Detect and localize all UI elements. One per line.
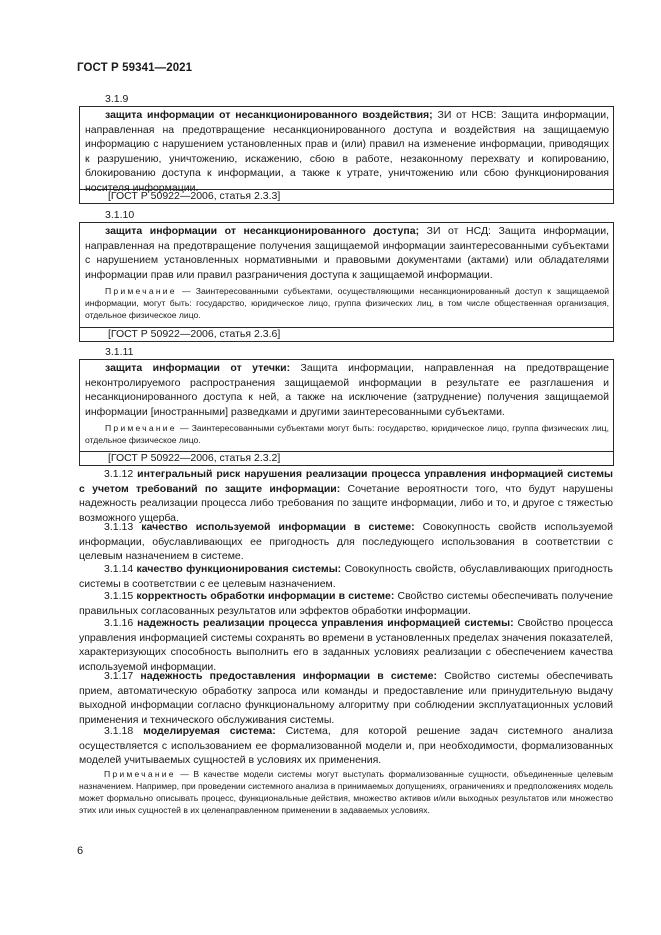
note-text: — Заинтересованными субъектами могут быть: государство, юридическое лицо, группа физических лиц, отдельное физическое лицо. xyxy=(85,423,609,445)
term-definition: ЗИ от НСВ: Защита информации, направленная на предотвращение несанкционированного доступа и воздействия на защищаемую информацию с нарушением установленных прав и (или) правил на изменение информации, приводящих к разрушению, уничтожению, искажению, сбою в работе, незаконному перехвату и копированию, блокированию доступа к информации, а также к утрате, уничтожению или сбою функционирования носителя информации. xyxy=(85,109,609,194)
term-number: 3.1.16 xyxy=(104,617,134,629)
page-number: 6 xyxy=(77,845,84,857)
term-number: 3.1.15 xyxy=(104,590,134,602)
term-title: защита информации от несанкционированного доступа; xyxy=(105,225,420,237)
term-title: корректность обработки информации в системе: xyxy=(136,590,395,602)
term-3-1-14 xyxy=(79,562,613,591)
note-label: Примечание xyxy=(105,423,177,433)
term-definition: Система, для которой решение задач системного анализа осуществляется с использованием ее формализованной модели и, при необходимости, формализованных моделей учитываемых сущностей в условиях их применения. xyxy=(79,725,613,766)
term-number: 3.1.13 xyxy=(104,521,134,533)
term-3-1-17 xyxy=(79,669,613,727)
term-title: качество используемой информации в системе: xyxy=(141,521,415,533)
note-label: Примечание xyxy=(105,286,177,296)
term-source: [ГОСТ Р 50922—2006, статья 2.3.3] xyxy=(108,190,281,202)
term-definition: Совокупность свойств, обуславливающих пригодность системы в соответствии с ее целевым назначением. xyxy=(79,563,613,590)
term-number: 3.1.10 xyxy=(105,209,135,221)
note-label: Примечание xyxy=(104,769,176,779)
term-title: моделируемая система: xyxy=(143,725,276,737)
term-note xyxy=(85,422,609,446)
term-3-1-13 xyxy=(79,520,613,564)
final-note xyxy=(79,768,613,816)
term-title: надежность реализации процесса управления информацией системы: xyxy=(137,617,514,629)
term-source: [ГОСТ Р 50922—2006, статья 2.3.2] xyxy=(108,452,281,464)
term-title: защита информации от несанкционированного воздействия; xyxy=(105,109,433,121)
term-number: 3.1.11 xyxy=(105,346,134,358)
note-text: — Заинтересованными субъектами, осуществляющими несанкционированный доступ к защищаемой информации, могут быть: государство, юридическое лицо, группа физических лиц, в том числе общественная организация, отдельное физическое лицо. xyxy=(85,286,609,320)
term-3-1-12 xyxy=(79,467,613,525)
term-3-1-10 xyxy=(85,224,609,282)
term-definition: Сочетание вероятности того, что будут нарушены надежность реализации процесса либо требования по защите информации, либо и то, и другое с тяжестью возможного ущерба. xyxy=(79,482,613,524)
term-number: 3.1.9 xyxy=(105,93,129,105)
term-definition: Свойство системы обеспечивать прием, автоматическую обработку запроса или команды и предоставление или принудительную выдачу выходной информации согласно функциональному алгоритму при соблюдении эксплуатационных условий применения и технического обслуживания системы. xyxy=(79,670,614,726)
term-title: качество функционирования системы: xyxy=(136,563,342,575)
term-definition: ЗИ от НСД: Защита информации, направленная на предотвращение получения защищаемой информации заинтересованными субъектами с нарушением установленных нормативными и правовыми документами (актами) или обладателями информации прав или правил разграничения доступа к защищаемой информации. xyxy=(85,225,609,281)
term-3-1-18 xyxy=(79,724,613,768)
term-note xyxy=(85,285,609,321)
term-number: 3.1.17 xyxy=(104,670,134,682)
term-number: 3.1.12 xyxy=(104,468,134,480)
term-3-1-11 xyxy=(85,361,609,419)
term-definition: Совокупность свойств используемой информации, обуславливающих ее пригодность для последующего использования в соответствии с целевым назначением в системе. xyxy=(79,521,614,562)
term-3-1-16 xyxy=(79,616,613,674)
term-number: 3.1.18 xyxy=(104,725,134,737)
term-source: [ГОСТ Р 50922—2006, статья 2.3.6] xyxy=(108,328,281,340)
term-title: интегральный риск нарушения реализации процесса управления информацией системы с учетом требований по защите информации: xyxy=(79,468,614,495)
term-definition: Свойство системы обеспечивать получение правильных согласованных результатов или эффектов обработки информации. xyxy=(79,590,613,617)
term-definition: Свойство процесса управления информацией системы сохранять во времени в установленных пределах значения показателей, характеризующих способность выполнить его в заданных условиях реализации с обеспечением качества используемой информации. xyxy=(79,617,613,673)
term-definition: Защита информации, направленная на предотвращение неконтролируемого распространения защищаемой информации в результате ее разглашения и несанкционированного доступа к ней, а также на исключение (затруднение) получения защищаемой информации [иностранными] разведками и другими заинтересованными субъектами. xyxy=(85,362,609,418)
note-text: — В качестве модели системы могут выступать формализованные сущности, объединенные целевым назначением. Например, при проведении системного анализа в принимаемых допущениях, ограничениях и предположениях модель может формально описывать процесс, функциональные действия, множество активов и/или выходных результатов или множество этих или иных сущностей в их целенаправленном применении в задаваемых условиях. xyxy=(79,769,613,815)
term-3-1-15 xyxy=(79,589,613,618)
term-3-1-9 xyxy=(85,108,609,195)
term-title: защита информации от утечки: xyxy=(105,362,291,374)
term-number: 3.1.14 xyxy=(104,563,134,575)
document-header: ГОСТ Р 59341—2021 xyxy=(77,62,193,74)
term-title: надежность предоставления информации в системе: xyxy=(140,670,438,682)
